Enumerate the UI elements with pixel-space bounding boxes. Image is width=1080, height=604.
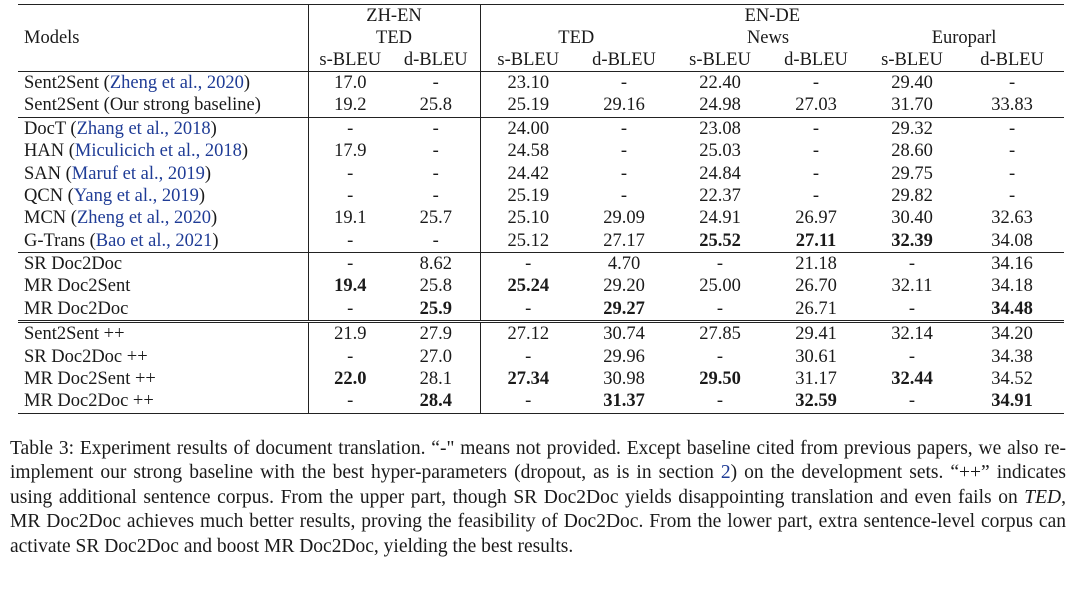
model-name: QCN ( [24,185,74,206]
header-row-metrics [18,49,1064,72]
score-cell: - [768,117,864,140]
score-cell: 25.24 [480,276,576,298]
score-cell: 34.38 [991,346,1033,367]
score-cell: 29.75 [891,163,933,184]
score-cell: - [1008,163,1016,184]
score-cell: - [620,163,628,184]
score-cell: 27.34 [480,368,576,390]
header-row-groups [18,5,1064,28]
citation-close: ) [204,163,212,184]
metric-header: d-BLEU [403,49,468,70]
table-row [18,298,1064,322]
score-cell: 27.03 [795,95,837,116]
model-name-cell [18,322,308,346]
score-cell: 29.41 [768,322,864,346]
score-cell: - [812,185,820,206]
table-row [18,94,1064,117]
model-name: MCN ( [24,208,77,229]
model-name: SR Doc2Doc ++ [24,346,148,367]
score-cell: 25.7 [419,208,452,229]
caption-ted-italic: TED [1024,486,1062,508]
table-row [18,346,1064,368]
metric-header: s-BLEU [689,49,751,70]
model-name-cell [18,185,308,207]
model-name: DocT ( [24,118,77,139]
score-cell: - [480,253,576,276]
score-cell: 25.12 [480,230,576,253]
citation-link[interactable]: Maruf et al., 2019 [71,163,205,184]
score-cell: 32.14 [864,322,960,346]
metric-header: s-BLEU [480,49,576,72]
score-cell: - [672,253,768,276]
score-cell: 29.32 [864,117,960,140]
score-cell: - [960,72,1064,95]
score-cell: 24.91 [699,208,741,229]
score-cell: 34.48 [991,298,1033,319]
score-cell: - [480,346,576,368]
group-zhen: ZH-EN [308,5,480,28]
score-cell: 29.27 [603,298,645,319]
score-cell: - [908,346,916,367]
score-cell: 31.17 [795,369,837,390]
score-cell: - [308,117,392,140]
metric-header: s-BLEU [308,49,392,72]
score-cell: 23.08 [672,117,768,140]
score-cell: 26.71 [795,298,837,319]
score-cell: - [672,390,768,413]
score-cell: - [576,72,672,95]
score-cell: 24.00 [480,117,576,140]
score-cell: 26.97 [795,208,837,229]
score-cell: 25.10 [480,207,576,229]
model-name-cell [18,140,308,162]
score-cell: 24.84 [699,163,741,184]
score-cell: - [308,230,392,253]
model-name: MR Doc2Doc ++ [24,391,154,412]
metric-header: d-BLEU [592,49,656,70]
score-cell: 34.20 [960,322,1064,346]
score-cell: 25.03 [699,141,741,162]
table-row [18,207,1064,229]
citation-close: ) [198,185,206,206]
score-cell: - [864,390,960,413]
model-name-cell [18,276,308,298]
score-cell: 29.82 [891,185,933,206]
score-cell: 22.40 [672,72,768,95]
score-cell: 27.17 [603,230,645,251]
model-name: Sent2Sent (Our strong baseline) [24,95,261,116]
score-cell: - [908,298,916,319]
score-cell: 8.62 [392,253,480,276]
results-body [18,72,1064,414]
score-cell: 28.4 [392,390,480,413]
table-row [18,140,1064,162]
score-cell: 27.85 [672,322,768,346]
score-cell: - [620,185,628,206]
score-cell: - [432,185,439,206]
score-cell: - [308,163,392,185]
table-row [18,185,1064,207]
score-cell: 32.59 [768,390,864,413]
score-cell: - [716,298,724,319]
score-cell: - [308,253,392,276]
score-cell: 21.18 [768,253,864,276]
score-cell: - [392,72,480,95]
score-cell: 25.52 [699,230,741,251]
score-cell: 27.9 [392,322,480,346]
score-cell: 34.08 [991,230,1033,251]
citation-close: ) [212,230,219,251]
results-table [18,4,1064,414]
models-header-spacer [18,49,308,72]
score-cell: - [960,117,1064,140]
score-cell: - [716,346,724,367]
subset-ted: TED [480,27,672,49]
score-cell: - [480,298,576,322]
score-cell: 32.11 [891,276,933,297]
model-name-cell [18,298,308,322]
score-cell: 29.09 [603,208,645,229]
score-cell: - [620,141,628,162]
score-cell: 24.58 [480,140,576,162]
score-cell: 27.11 [795,230,837,251]
model-name-cell [18,390,308,413]
score-cell: - [1008,185,1016,206]
model-name-cell [18,230,308,253]
table-row [18,72,1064,95]
score-cell: 31.70 [891,95,933,116]
score-cell: 19.1 [308,207,392,229]
score-cell: 23.10 [480,72,576,95]
section-reference-link[interactable]: 2 [720,462,731,484]
score-cell: - [392,117,480,140]
score-cell: 17.9 [308,140,392,162]
score-cell: 32.44 [891,369,933,390]
score-cell: - [812,163,820,184]
score-cell: 30.40 [891,208,933,229]
score-cell: - [812,141,820,162]
metric-header: d-BLEU [784,49,848,70]
score-cell: 34.52 [991,369,1033,390]
model-name: Sent2Sent ( [24,72,110,93]
model-name-cell [18,368,308,390]
citation-link[interactable]: Zheng et al., 2020 [109,72,244,93]
score-cell: 34.16 [960,253,1064,276]
caption-part-2: ) on the development sets. “++” indicates using additional sentence corpus. From the upper part, though SR Doc2Doc yields disappointing translation and even fails on [10,462,1066,508]
score-cell: 25.19 [480,185,576,207]
citation-close: ) [243,72,251,93]
table-row [18,390,1064,413]
score-cell: 29.50 [699,369,741,390]
model-name-cell [18,94,308,117]
score-cell: 34.91 [960,390,1064,413]
group-ende: EN-DE [480,5,1064,28]
score-cell: 19.4 [308,276,392,298]
score-cell: - [576,117,672,140]
score-cell: - [308,298,392,322]
score-cell: - [432,163,439,184]
score-cell: 25.19 [480,94,576,117]
score-cell: 17.0 [308,72,392,95]
model-name: MR Doc2Sent [24,276,131,297]
model-name-cell [18,253,308,276]
score-cell: 24.98 [699,95,741,116]
metric-header: s-BLEU [881,49,943,70]
table-row [18,368,1064,390]
score-cell: 4.70 [576,253,672,276]
score-cell: 28.60 [891,141,933,162]
citation-close: ) [211,208,218,229]
model-name-cell [18,346,308,368]
score-cell: 33.83 [991,95,1033,116]
score-cell: - [308,346,392,368]
score-cell: 34.18 [991,276,1033,297]
model-name: MR Doc2Doc [24,298,129,319]
table-row [18,230,1064,253]
model-name: SAN ( [24,163,72,184]
model-name: HAN ( [24,141,75,162]
score-cell: 27.12 [480,322,576,346]
score-cell: 32.39 [891,230,933,251]
score-cell: - [308,390,392,413]
score-cell: 31.37 [576,390,672,413]
score-cell: 29.40 [864,72,960,95]
header-row-subsets [18,27,1064,49]
table-row [18,253,1064,276]
model-name-cell [18,207,308,229]
score-cell: 25.8 [419,95,452,116]
citation-link[interactable]: Miculicich et al., 2018 [74,141,242,162]
score-cell: 26.70 [795,276,837,297]
citation-close: ) [241,141,249,162]
score-cell: 30.74 [576,322,672,346]
model-name-cell [18,163,308,185]
model-name: Sent2Sent ++ [24,324,125,345]
subset-ted-zh: TED [308,27,480,49]
citation-close: ) [210,118,217,139]
table-row [18,276,1064,298]
score-cell: - [480,390,576,413]
subset-europarl: Europarl [931,27,997,48]
table-row [18,322,1064,346]
models-header [18,5,308,28]
results-table-container [18,4,1064,414]
score-cell: 30.98 [603,369,645,390]
score-cell: 25.00 [699,276,741,297]
score-cell: 29.20 [603,276,645,297]
score-cell: 29.96 [603,346,645,367]
score-cell: - [432,141,439,162]
score-cell: 25.9 [419,298,452,319]
score-cell: 30.61 [795,346,837,367]
models-label: Models [24,27,80,48]
citation-link[interactable]: Bao et al., 2021 [95,230,213,251]
score-cell: - [308,185,392,207]
model-name: SR Doc2Doc [24,254,123,275]
caption-part-3: , MR Doc2Doc achieves much better results, proving the feasibility of Doc2Doc. From the lower part, extra sentence-level corpus can activate SR Doc2Doc and boost MR Doc2Doc, yielding the best results. [10,486,1066,557]
score-cell: 22.37 [699,185,741,206]
table-caption [10,437,1066,559]
score-cell: - [432,230,439,251]
score-cell: 22.0 [308,368,392,390]
citation-link[interactable]: Zhang et al., 2018 [76,118,211,139]
score-cell: 29.16 [603,95,645,116]
subset-news: News [746,27,790,48]
score-cell: 24.42 [480,163,576,185]
metric-header: d-BLEU [980,49,1044,70]
score-cell: - [768,72,864,95]
table-row [18,117,1064,140]
model-name: G-Trans ( [24,230,96,251]
model-name-cell [18,72,308,95]
score-cell: 28.1 [419,369,452,390]
score-cell: - [864,253,960,276]
score-cell: 21.9 [308,322,392,346]
score-cell: 25.8 [419,276,452,297]
score-cell: 32.63 [991,208,1033,229]
model-name-cell [18,117,308,140]
model-name: MR Doc2Sent ++ [24,369,156,390]
citation-link[interactable]: Yang et al., 2019 [73,185,199,206]
score-cell: - [1008,141,1016,162]
table-row [18,163,1064,185]
citation-link[interactable]: Zheng et al., 2020 [76,208,212,229]
score-cell: 19.2 [308,94,392,117]
caption-part-1: Table 3: Experiment results of document translation. “-" means not provided. Except baseline cited from previous papers, we also re-implement our strong baseline with the best hyper-parameters (dropout, as is in section [10,438,1066,484]
score-cell: 27.0 [419,346,452,367]
